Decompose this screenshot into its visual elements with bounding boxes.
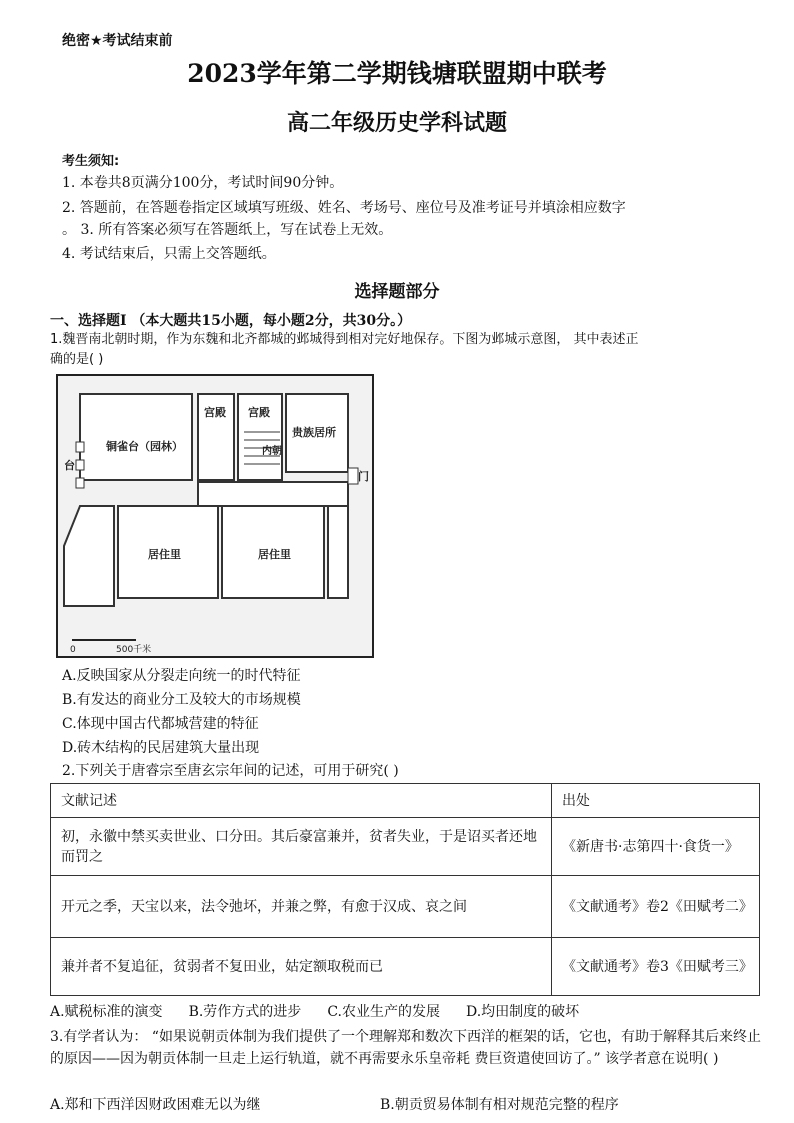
confidential-mark: 绝密★考试结束前 <box>62 33 173 49</box>
table-header-source: 出处 <box>552 784 760 818</box>
q1-option-a: A.反映国家从分裂走向统一的时代特征 <box>62 668 301 684</box>
table-cell: 《新唐书·志第四十·食货一》 <box>552 818 760 876</box>
notice-item: 4. 考试结束后，只需上交答题纸。 <box>62 246 276 262</box>
notice-item: 1. 本卷共8页满分100分，考试时间90分钟。 <box>62 175 344 191</box>
map-label-nobles: 贵族居所 <box>292 426 336 439</box>
map-label-inner: 内朝 <box>262 446 282 457</box>
q2-options <box>50 1001 770 1021</box>
middle-strip <box>198 482 348 506</box>
map-figure <box>58 376 372 656</box>
q1-option-d: D.砖木结构的民居建筑大量出现 <box>62 740 260 756</box>
table-cell: 《文献通考》卷3《田赋考三》 <box>552 938 760 996</box>
table-row <box>51 876 760 938</box>
table-cell: 兼并者不复追征，贫弱者不复田业，姑定额取税而已 <box>51 938 552 996</box>
yecheng-map <box>56 374 374 658</box>
map-label-tongque: 铜雀台（园林） <box>106 440 183 453</box>
q2-option-a: A.赋税标准的演变 <box>50 1004 163 1020</box>
exam-subtitle: 高二年级历史学科试题 <box>286 110 507 136</box>
q2-option-c: C.农业生产的发展 <box>327 1004 440 1020</box>
q1-option-b: B.有发达的商业分工及较大的市场规模 <box>62 692 301 708</box>
exam-title: 2023学年第二学期钱塘联盟期中联考 <box>187 59 607 88</box>
map-scale-zero: 0 <box>70 645 76 655</box>
part-heading: 一、选择题I （本大题共15小题，每小题2分，共30分。） <box>50 313 412 329</box>
question-1-stem-cont: 确的是( ) <box>50 352 104 367</box>
table-header-record: 文献记述 <box>51 784 552 818</box>
table-cell: 初，永徽中禁买卖世业、口分田。其后豪富兼并，贫者失业，于是诏买者还地而罚之 <box>51 818 552 876</box>
q3-options <box>50 1094 770 1114</box>
map-scale-label: 500千米 <box>116 645 152 655</box>
map-label-tai: 台 <box>64 459 75 472</box>
table-row <box>51 818 760 876</box>
map-label-residence-2: 居住里 <box>258 548 291 561</box>
map-label-residence-1: 居住里 <box>148 548 181 561</box>
table-cell: 开元之季，天宝以来，法令弛坏，并兼之弊，有愈于汉成、哀之间 <box>51 876 552 938</box>
section-title: 选择题部分 <box>354 282 440 302</box>
q2-option-b: B.劳作方式的进步 <box>188 1004 302 1020</box>
question-2-stem: 2.下列关于唐睿宗至唐玄宗年间的记述，可用于研究( ) <box>62 763 399 779</box>
map-label-gate: 门 <box>358 470 369 483</box>
question-3-stem: 3.有学者认为： “如果说朝贡体制为我们提供了一个理解郑和数次下西洋的框架的话，它也，有助于解释其后来终止的原因——因为朝贡体制一旦走上运行轨道，就不再需要永乐皇帝耗 费巨资遣使回访了。” 该学者意在说明( ) <box>50 1029 761 1067</box>
map-label-palace-2: 宫殿 <box>248 406 270 419</box>
table-cell: 《文献通考》卷2《田赋考二》 <box>552 876 760 938</box>
q3-option-a: A.郑和下西洋因财政困难无以为继 <box>50 1097 261 1113</box>
map-label-palace-1: 宫殿 <box>204 406 226 419</box>
tongque-block <box>80 394 192 480</box>
question-1-stem: 1.魏晋南北朝时期，作为东魏和北齐都城的邺城得到相对完好地保存。下图为邺城示意图， 其中表述正 <box>50 332 639 347</box>
notice-heading: 考生须知: <box>62 154 120 169</box>
q3-option-b: B.朝贡贸易体制有相对规范完整的程序 <box>380 1097 619 1113</box>
table-row <box>51 938 760 996</box>
q2-option-d: D.均田制度的破坏 <box>465 1004 580 1020</box>
notice-item: 。 3. 所有答案必须写在答题纸上，写在试卷上无效。 <box>62 222 393 238</box>
notice-item: 2. 答题前，在答题卷指定区域填写班级、姓名、考场号、座位号及准考证号并填涂相应数字 <box>62 200 626 216</box>
q1-option-c: C.体现中国古代都城营建的特征 <box>62 716 259 732</box>
res-block-3 <box>328 506 348 598</box>
q2-source-table <box>50 783 760 996</box>
